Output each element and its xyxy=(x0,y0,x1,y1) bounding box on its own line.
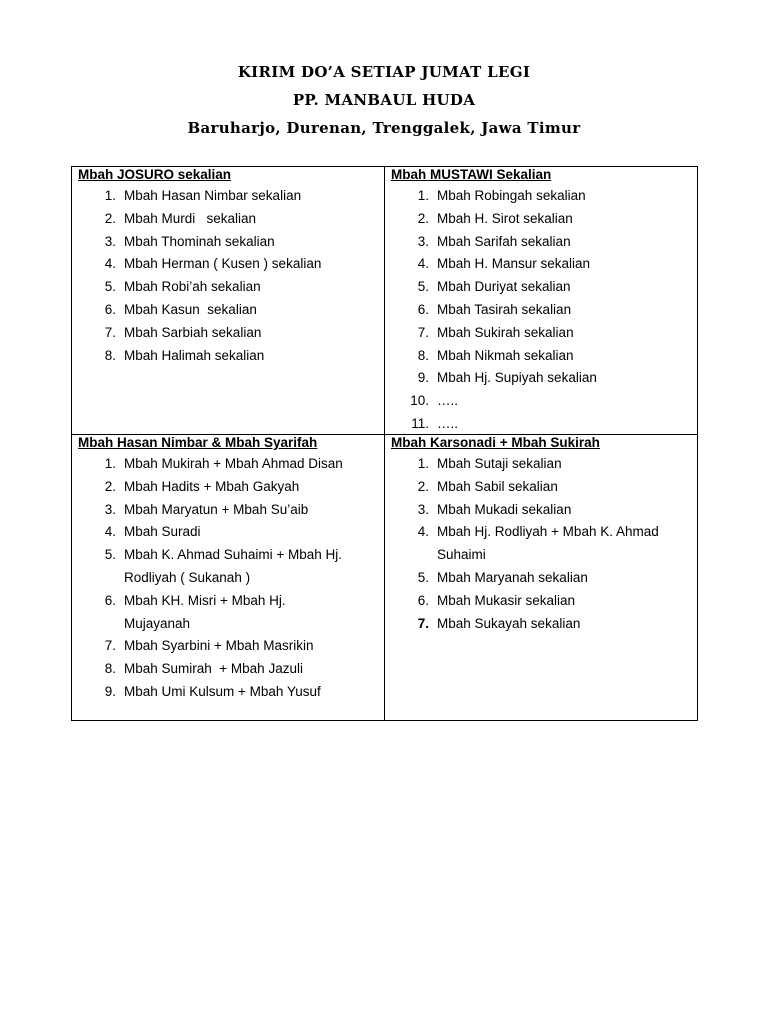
item-text: Mbah Kasun sekalian xyxy=(124,301,257,317)
item-text: Mbah Halimah sekalian xyxy=(124,347,265,363)
item-text: Mbah Hasan Nimbar sekalian xyxy=(124,188,302,203)
name-list xyxy=(391,453,697,635)
list-item xyxy=(391,345,697,368)
item-number: 6. xyxy=(104,301,116,317)
item-number: 7. xyxy=(104,324,116,340)
item-number: 2. xyxy=(104,210,116,226)
header-address: Baruharjo, Durenan, Trenggalek, Jawa Timur xyxy=(187,119,581,137)
item-number xyxy=(391,544,437,567)
list-item xyxy=(391,567,697,590)
list-item xyxy=(391,476,697,499)
item-text: Mbah Sukayah sekalian xyxy=(437,615,581,631)
table-cell xyxy=(72,435,385,720)
item-text: Mbah Mukasir sekalian xyxy=(437,592,576,608)
item-number: 3. xyxy=(417,233,429,249)
list-item xyxy=(78,590,384,613)
list-item xyxy=(391,253,697,276)
table-cell xyxy=(385,167,697,435)
item-number: 3. xyxy=(417,501,429,517)
item-text: Mbah Sumirah + Mbah Jazuli xyxy=(124,661,303,677)
item-text: Mbah Sukirah sekalian xyxy=(437,324,574,340)
list-item xyxy=(391,499,697,522)
item-number: 8. xyxy=(417,347,429,363)
list-item-continuation xyxy=(78,613,384,636)
item-text: ….. xyxy=(437,393,459,409)
list-item-continuation xyxy=(391,544,697,567)
item-number: 4. xyxy=(104,256,116,272)
list-item xyxy=(391,367,697,390)
list-item xyxy=(78,544,384,567)
item-number: 5. xyxy=(417,279,429,295)
cell-title: Mbah Hasan Nimbar & Mbah Syarifah xyxy=(78,435,318,450)
item-text: Mbah Sutaji sekalian xyxy=(437,456,562,471)
header-title: KIRIM DO’A SETIAP JUMAT LEGI xyxy=(237,63,531,81)
list-item xyxy=(78,681,384,704)
item-number: 6. xyxy=(417,301,429,317)
list-item xyxy=(78,453,384,476)
item-number: 4. xyxy=(417,256,429,272)
item-number: 9. xyxy=(417,370,429,386)
list-item xyxy=(78,299,384,322)
list-item xyxy=(78,476,384,499)
item-number: 5. xyxy=(104,547,116,563)
list-item xyxy=(391,590,697,613)
item-text: Mbah Sarbiah sekalian xyxy=(124,324,262,340)
item-number xyxy=(78,567,124,590)
name-list xyxy=(78,453,384,704)
item-number: 6. xyxy=(417,592,429,608)
list-item xyxy=(78,231,384,254)
item-text: Mbah Thominah sekalian xyxy=(124,233,275,249)
item-number: 7. xyxy=(104,638,116,654)
item-number: 1. xyxy=(417,188,429,203)
item-text: Mujayanah xyxy=(124,615,191,631)
list-item xyxy=(78,185,384,208)
list-item xyxy=(78,499,384,522)
item-number: 1. xyxy=(104,188,116,203)
item-text: Mbah Sabil sekalian xyxy=(437,478,558,494)
table-cell xyxy=(385,435,697,720)
item-text: Mbah Hj. Rodliyah + Mbah K. Ahmad xyxy=(437,524,659,540)
item-text: Mbah K. Ahmad Suhaimi + Mbah Hj. xyxy=(124,547,342,563)
list-item xyxy=(78,658,384,681)
header-institution: PP. MANBAUL HUDA xyxy=(292,91,476,109)
item-text: Mbah Syarbini + Mbah Masrikin xyxy=(124,638,314,654)
item-number: 10. xyxy=(410,393,429,409)
item-text: Mbah Mukadi sekalian xyxy=(437,501,572,517)
list-item xyxy=(391,231,697,254)
item-text: Mbah Hj. Supiyah sekalian xyxy=(437,370,597,386)
item-text: Mbah Hadits + Mbah Gakyah xyxy=(124,478,300,494)
list-item xyxy=(391,521,697,544)
cell-title: Mbah JOSURO sekalian xyxy=(78,167,232,182)
item-number: 1. xyxy=(417,456,429,471)
item-number: 9. xyxy=(104,683,116,699)
item-number: 6. xyxy=(104,592,116,608)
item-text: Mbah KH. Misri + Mbah Hj. xyxy=(124,592,286,608)
list-item xyxy=(391,613,697,636)
item-text: Mbah Duriyat sekalian xyxy=(437,279,571,295)
list-item xyxy=(391,208,697,231)
item-text: Mbah Mukirah + Mbah Ahmad Disan xyxy=(124,456,343,471)
item-number: 1. xyxy=(104,456,116,471)
item-text: Suhaimi xyxy=(437,547,486,563)
table-cell xyxy=(72,167,385,435)
list-item xyxy=(78,521,384,544)
item-text: Mbah Murdi sekalian xyxy=(124,210,257,226)
cell-title: Mbah MUSTAWI Sekalian xyxy=(391,167,552,182)
item-text: Mbah Tasirah sekalian xyxy=(437,301,572,317)
item-number: 8. xyxy=(104,661,116,677)
item-number: 4. xyxy=(104,524,116,540)
list-item xyxy=(78,322,384,345)
item-number: 3. xyxy=(104,233,116,249)
list-item xyxy=(391,322,697,345)
list-item xyxy=(391,276,697,299)
item-number: 2. xyxy=(417,478,429,494)
list-item xyxy=(391,453,697,476)
item-number: 2. xyxy=(104,478,116,494)
name-list xyxy=(391,185,697,436)
list-item xyxy=(78,253,384,276)
item-text: Mbah Robingah sekalian xyxy=(437,188,586,203)
item-text: Mbah Umi Kulsum + Mbah Yusuf xyxy=(124,683,321,699)
item-number: 8. xyxy=(104,347,116,363)
list-item xyxy=(391,413,697,436)
list-item xyxy=(391,185,697,208)
item-text: Mbah Sarifah sekalian xyxy=(437,233,571,249)
item-number: 11. xyxy=(411,415,429,431)
list-item xyxy=(78,276,384,299)
list-item xyxy=(78,635,384,658)
item-number: 5. xyxy=(104,279,116,295)
item-number xyxy=(78,613,124,636)
prayer-names-table xyxy=(71,166,698,721)
item-text: ….. xyxy=(437,415,459,431)
item-number: 5. xyxy=(417,569,429,585)
item-text: Mbah Herman ( Kusen ) sekalian xyxy=(124,256,322,272)
name-list xyxy=(78,185,384,367)
item-text: Mbah Robi’ah sekalian xyxy=(124,279,261,295)
item-text: Mbah Maryatun + Mbah Su’aib xyxy=(124,501,309,517)
document-header xyxy=(0,58,768,142)
list-item xyxy=(391,390,697,413)
list-item-continuation xyxy=(78,567,384,590)
cell-title: Mbah Karsonadi + Mbah Sukirah xyxy=(391,435,600,450)
item-number: 7. xyxy=(417,615,429,631)
list-item xyxy=(78,345,384,368)
list-item xyxy=(78,208,384,231)
item-text: Mbah H. Sirot sekalian xyxy=(437,210,573,226)
item-number: 7. xyxy=(417,324,429,340)
list-item xyxy=(391,299,697,322)
item-number: 4. xyxy=(417,524,429,540)
item-number: 3. xyxy=(104,501,116,517)
item-text: Mbah Nikmah sekalian xyxy=(437,347,574,363)
item-text: Mbah H. Mansur sekalian xyxy=(437,256,591,272)
item-text: Mbah Suradi xyxy=(124,524,201,540)
item-text: Rodliyah ( Sukanah ) xyxy=(124,569,251,585)
item-text: Mbah Maryanah sekalian xyxy=(437,569,588,585)
item-number: 2. xyxy=(417,210,429,226)
